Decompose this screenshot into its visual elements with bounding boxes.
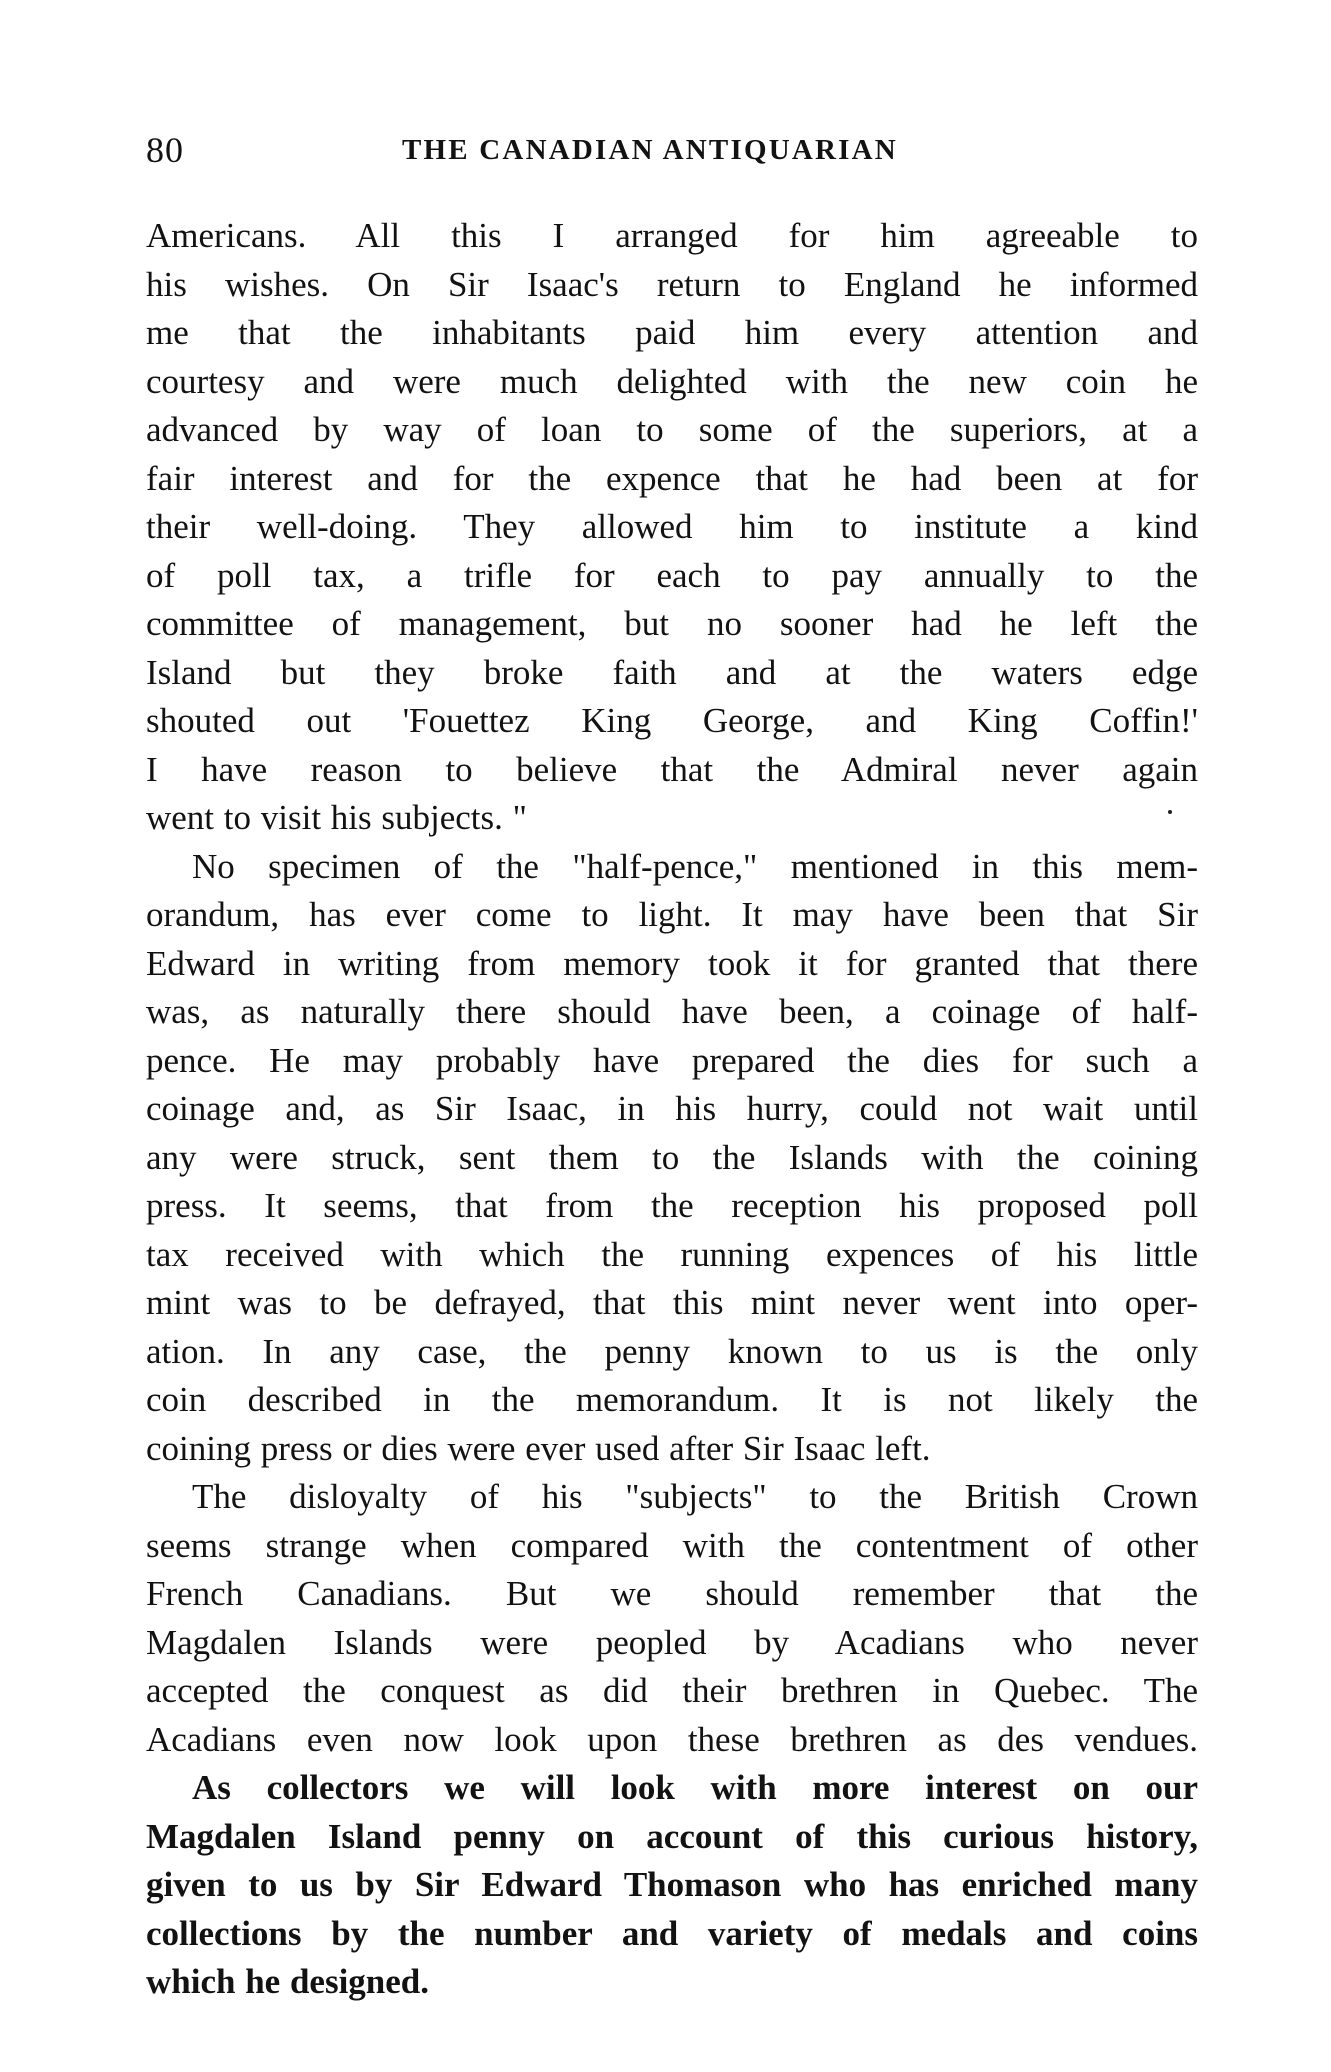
text-line: Magdalen Islands were peopled by Acadians who never bbox=[146, 1622, 1198, 1662]
text-line: seems strange when compared with the contentment of other bbox=[146, 1525, 1198, 1565]
text-line: collections by the number and variety of medals and coins bbox=[146, 1913, 1198, 1953]
text-line: me that the inhabitants paid him every attention and bbox=[146, 313, 1198, 352]
text-line: As collectors we will look with more interest on our bbox=[192, 1768, 1198, 1807]
text-line: French Canadians. But we should remember that the bbox=[146, 1574, 1198, 1613]
text-line: given to us by Sir Edward Thomason who has enriched many bbox=[146, 1865, 1198, 1904]
text-line: Edward in writing from memory took it for granted that there bbox=[146, 943, 1198, 983]
text-line: which he designed. bbox=[146, 1962, 430, 2001]
text-line: went to visit his subjects. " bbox=[146, 798, 527, 837]
text-line: Americans. All this I arranged for him agreeable to bbox=[146, 216, 1198, 255]
text-line: Magdalen Island penny on account of this curious history, bbox=[146, 1816, 1198, 1856]
text-line: fair interest and for the expence that he had been at for bbox=[146, 458, 1198, 498]
text-line: Island but they broke faith and at the waters edge bbox=[146, 652, 1198, 692]
text-line: ation. In any case, the penny known to us is the only bbox=[146, 1331, 1198, 1371]
text-line: coining press or dies were ever used after Sir Isaac left. bbox=[146, 1428, 931, 1468]
text-line: their well-doing. They allowed him to institute a kind bbox=[146, 507, 1198, 546]
text-line: advanced by way of loan to some of the superiors, at a bbox=[146, 410, 1198, 449]
paragraph-3 bbox=[146, 1473, 1198, 1764]
text-line: coin described in the memorandum. It is not likely the bbox=[146, 1380, 1198, 1419]
body-text bbox=[146, 212, 1198, 2007]
stray-ink-dot bbox=[1168, 810, 1172, 814]
paragraph-1 bbox=[146, 212, 1198, 843]
running-head: THE CANADIAN ANTIQUARIAN bbox=[402, 134, 898, 166]
text-line: his wishes. On Sir Isaac's return to England he informed bbox=[146, 264, 1198, 304]
text-line: shouted out 'Fouettez King George, and King Coffin!' bbox=[146, 701, 1198, 740]
page-number: 80 bbox=[146, 130, 184, 170]
text-line: pence. He may probably have prepared the dies for such a bbox=[146, 1040, 1198, 1080]
text-line: orandum, has ever come to light. It may have been that Sir bbox=[146, 895, 1198, 934]
text-line: courtesy and were much delighted with the new coin he bbox=[146, 361, 1198, 401]
text-line: press. It seems, that from the reception his proposed poll bbox=[146, 1186, 1198, 1225]
text-line: The disloyalty of his "subjects" to the British Crown bbox=[192, 1477, 1198, 1516]
text-line: accepted the conquest as did their brethren in Quebec. The bbox=[146, 1671, 1198, 1710]
text-line: was, as naturally there should have been, a coinage of half- bbox=[146, 992, 1198, 1031]
text-line: coinage and, as Sir Isaac, in his hurry, could not wait until bbox=[146, 1089, 1198, 1128]
text-line: any were struck, sent them to the Islands with the coining bbox=[146, 1137, 1198, 1177]
paragraph-4 bbox=[146, 1764, 1198, 2007]
text-line: No specimen of the "half-pence," mentioned in this mem- bbox=[192, 846, 1198, 886]
text-line: committee of management, but no sooner had he left the bbox=[146, 604, 1198, 643]
text-line: of poll tax, a trifle for each to pay annually to the bbox=[146, 555, 1198, 595]
text-line: I have reason to believe that the Admiral never again bbox=[146, 749, 1198, 789]
paragraph-2 bbox=[146, 843, 1198, 1474]
page-header bbox=[146, 128, 1196, 172]
text-line: tax received with which the running expences of his little bbox=[146, 1234, 1198, 1274]
text-line: Acadians even now look upon these brethren as des vendues. bbox=[146, 1719, 1198, 1759]
text-line: mint was to be defrayed, that this mint never went into oper- bbox=[146, 1283, 1198, 1322]
